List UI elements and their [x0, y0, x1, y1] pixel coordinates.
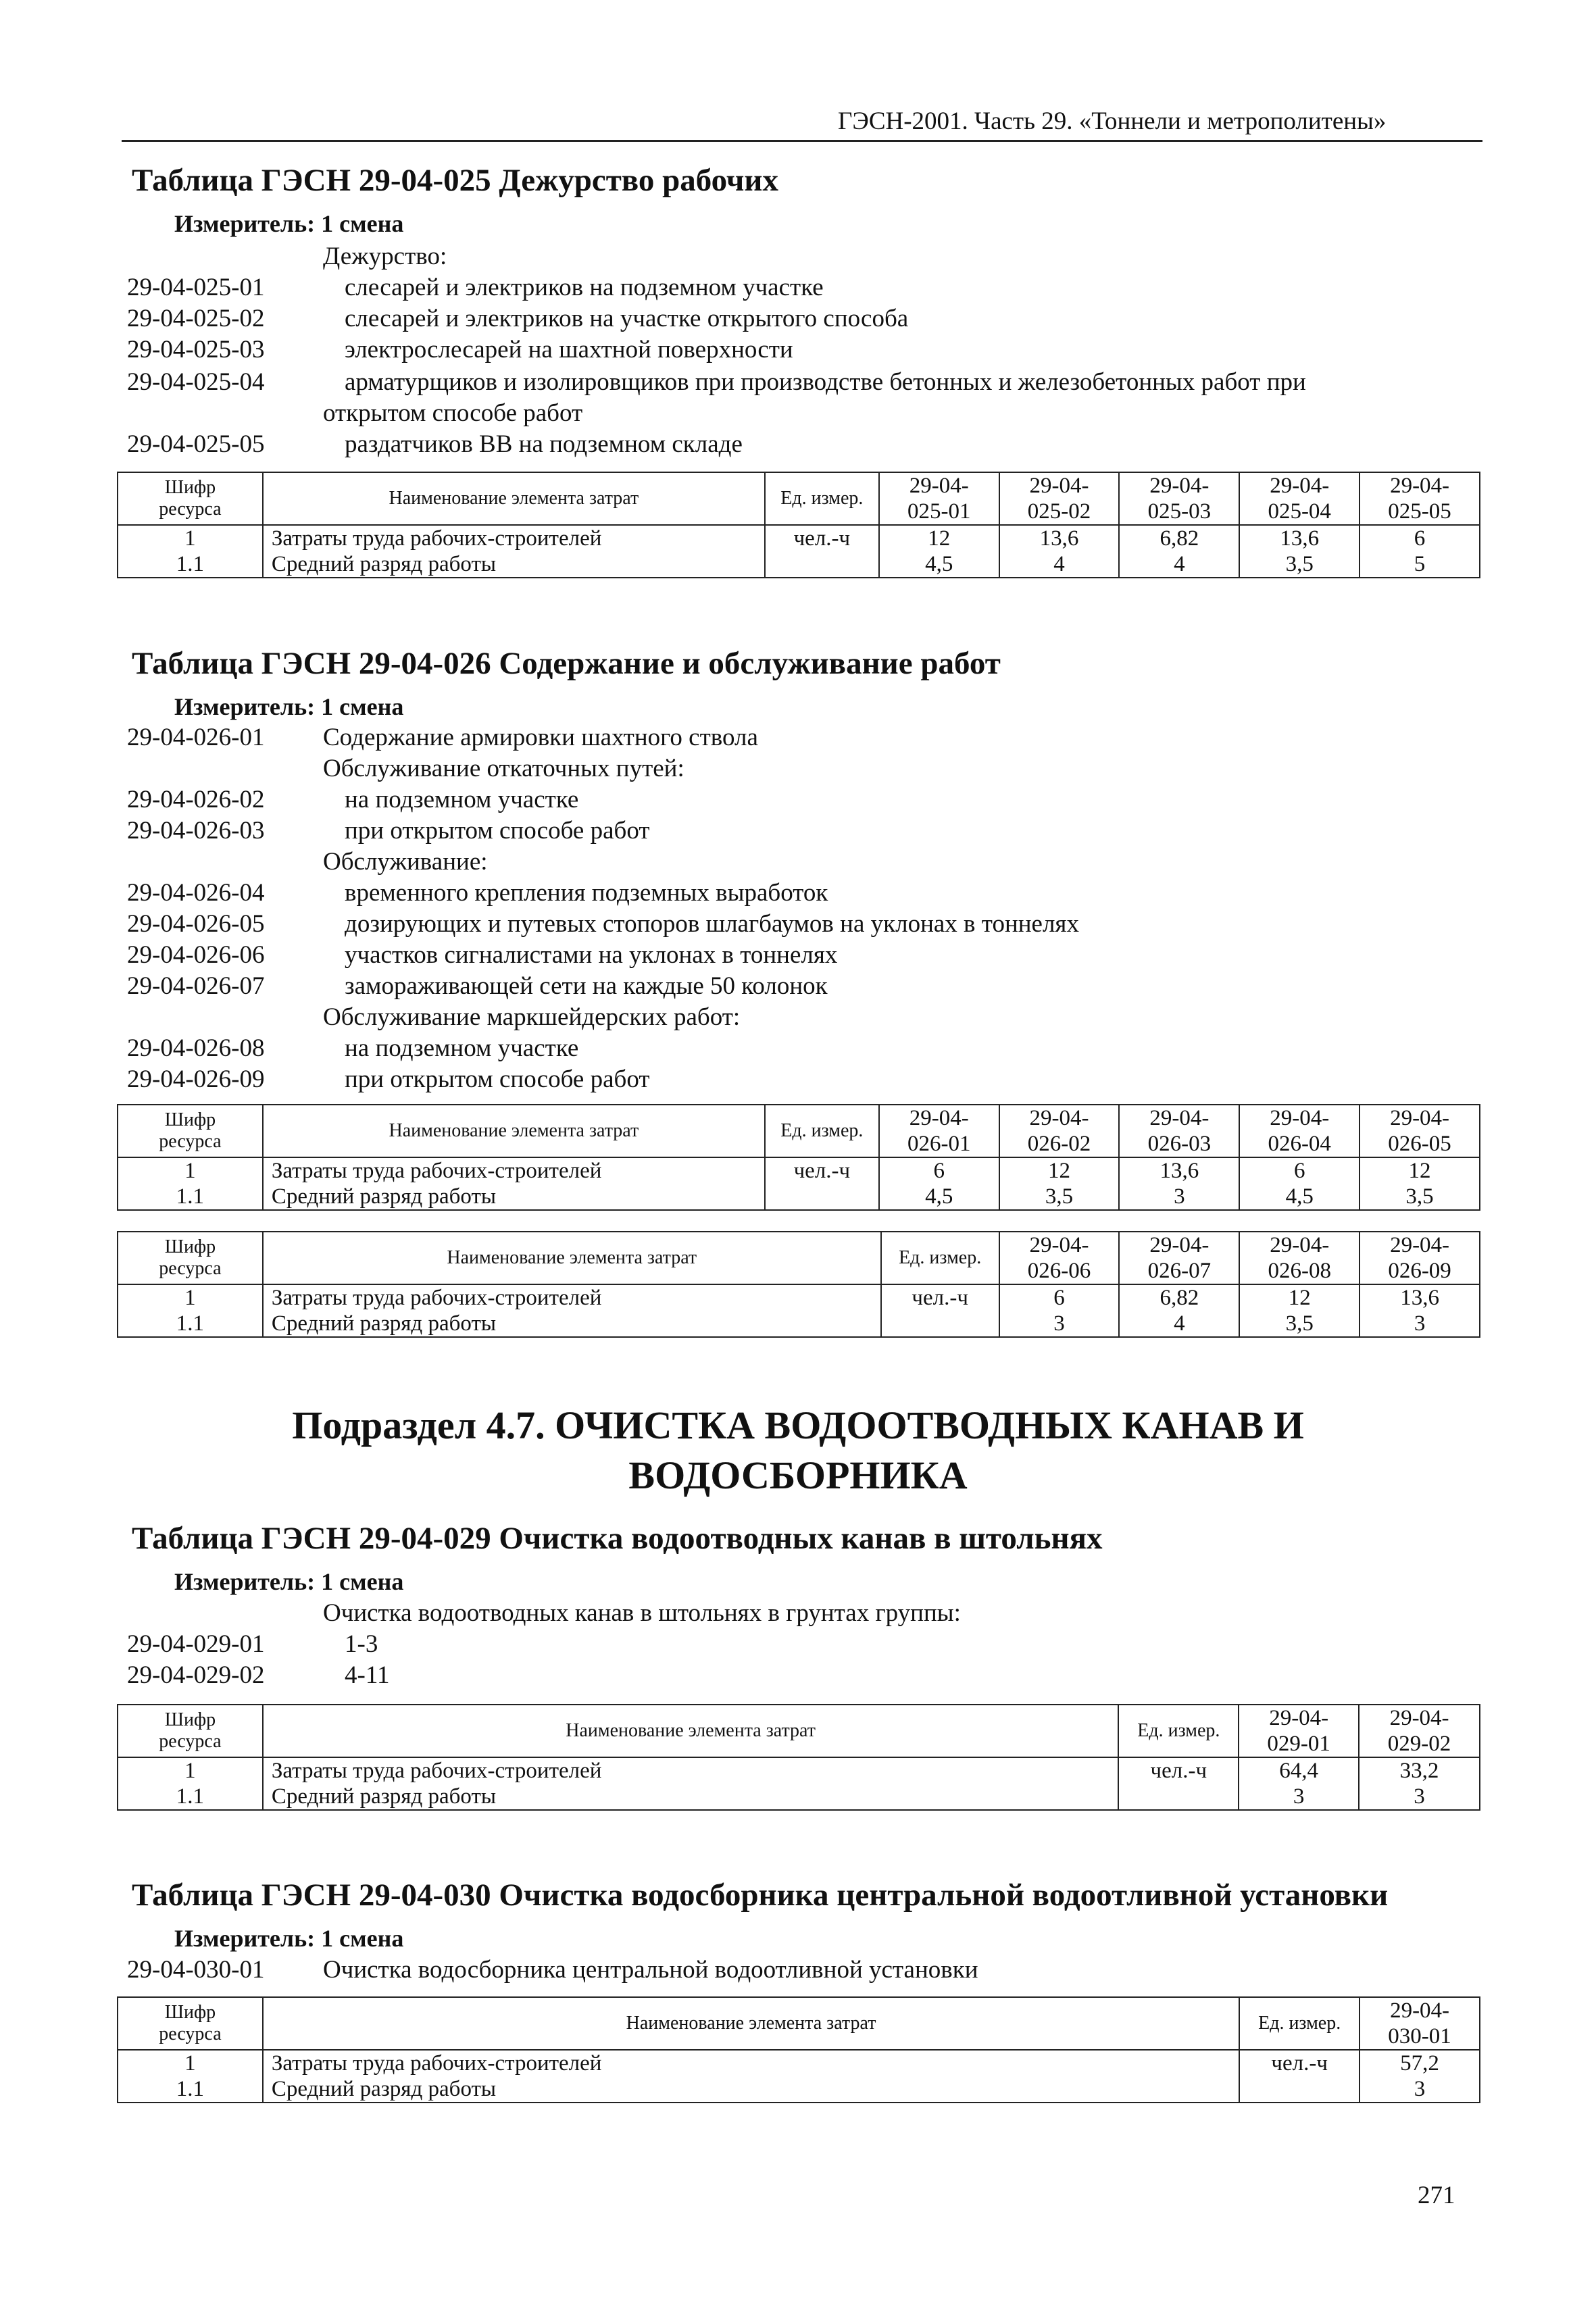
table-row: [118, 1184, 1480, 1210]
table-cell: 1.1: [118, 551, 263, 578]
table-cell: Затраты труда рабочих-строителей: [263, 1157, 765, 1184]
header-cell: 29-04- 026-09: [1360, 1232, 1480, 1284]
table-cell: 3: [1119, 1184, 1239, 1210]
subsection-title-continued: ВОДОСБОРНИКА: [628, 1453, 968, 1497]
table-cell: 3,5: [1239, 1311, 1360, 1337]
table-row: [118, 1311, 1480, 1337]
resource-table: [117, 1231, 1480, 1338]
table-cell: 33,2: [1359, 1757, 1480, 1784]
work-code: 29-04-026-03: [127, 817, 265, 845]
header-cell: 29-04- 026-04: [1239, 1105, 1360, 1157]
table-cell: чел.-ч: [1118, 1757, 1239, 1784]
table-row: [118, 1757, 1480, 1784]
table-cell: 4,5: [879, 551, 999, 578]
table-cell: чел.-ч: [881, 1284, 999, 1311]
header-cell: 29-04- 025-01: [879, 472, 999, 525]
table-cell: Затраты труда рабочих-строителей: [263, 1757, 1119, 1784]
header-cell: 29-04- 026-07: [1119, 1232, 1239, 1284]
table-cell: 3: [1239, 1784, 1359, 1810]
table-cell: 64,4: [1239, 1757, 1359, 1784]
header-cell: Наименование элемента затрат: [263, 472, 765, 525]
header-rule: [122, 140, 1482, 142]
work-description: слесарей и электриков на подземном участке: [345, 274, 824, 301]
header-cell: 29-04- 029-02: [1359, 1705, 1480, 1757]
table-cell: 6,82: [1119, 1284, 1239, 1311]
header-cell: 29-04- 029-01: [1239, 1705, 1359, 1757]
table-cell: 6,82: [1119, 525, 1239, 551]
table-row: [118, 525, 1480, 551]
work-description: Содержание армировки шахтного ствола: [323, 724, 758, 751]
table-cell: 13,6: [1119, 1157, 1239, 1184]
table-cell: 3,5: [1239, 551, 1360, 578]
table-cell: 1.1: [118, 1311, 263, 1337]
table-cell: 3: [1359, 1784, 1480, 1810]
work-description: дозирующих и путевых стопоров шлагбаумов на уклонах в тоннелях: [345, 910, 1079, 938]
table-cell: 3: [1360, 1311, 1480, 1337]
table-title: Таблица ГЭСН 29-04-025 Дежурство рабочих: [132, 163, 779, 198]
work-code: 29-04-025-03: [127, 336, 265, 363]
work-code: 29-04-026-02: [127, 786, 265, 813]
table-cell: чел.-ч: [765, 525, 879, 551]
running-head: ГЭСН-2001. Часть 29. «Тоннели и метрополитены»: [838, 107, 1387, 135]
work-description: электрослесарей на шахтной поверхности: [345, 336, 793, 363]
table-cell: 4: [1119, 551, 1239, 578]
table-cell: 1.1: [118, 2076, 263, 2103]
table-measure: Измеритель: 1 смена: [174, 693, 404, 720]
table-cell: Затраты труда рабочих-строителей: [263, 1284, 881, 1311]
table-title: Таблица ГЭСН 29-04-030 Очистка водосборника центральной водоотливной установки: [132, 1878, 1389, 1913]
work-code: 29-04-030-01: [127, 1956, 265, 1984]
header-cell: 29-04- 030-01: [1360, 1997, 1480, 2050]
table-cell: 57,2: [1360, 2050, 1480, 2076]
table-cell: [765, 1184, 879, 1210]
header-cell: 29-04- 026-06: [999, 1232, 1120, 1284]
header-cell: 29-04- 025-03: [1119, 472, 1239, 525]
work-code: 29-04-026-07: [127, 972, 265, 1000]
table-header-row: [118, 1997, 1480, 2050]
work-group-heading: Обслуживание откаточных путей:: [323, 755, 684, 782]
table-cell: чел.-ч: [1239, 2050, 1360, 2076]
header-cell: Ед. измер.: [765, 1105, 879, 1157]
work-code: 29-04-026-09: [127, 1065, 265, 1093]
table-cell: 6: [879, 1157, 999, 1184]
work-code: 29-04-025-02: [127, 305, 265, 332]
header-cell: 29-04- 025-02: [999, 472, 1120, 525]
header-cell: Наименование элемента затрат: [263, 1105, 765, 1157]
table-cell: 1: [118, 1757, 263, 1784]
header-cell: 29-04- 026-08: [1239, 1232, 1360, 1284]
work-code: 29-04-026-04: [127, 879, 265, 907]
work-description: на подземном участке: [345, 786, 579, 813]
header-cell: Ед. измер.: [765, 472, 879, 525]
table-cell: 3: [999, 1311, 1120, 1337]
table-cell: Средний разряд работы: [263, 1311, 881, 1337]
table-cell: 12: [879, 525, 999, 551]
table-cell: [765, 551, 879, 578]
work-code: 29-04-025-04: [127, 368, 265, 396]
table-cell: 3: [1360, 2076, 1480, 2103]
work-description-continued: открытом способе работ: [323, 399, 583, 427]
table-cell: [1118, 1784, 1239, 1810]
resource-table: [117, 472, 1480, 578]
table-header-row: [118, 1232, 1480, 1284]
resource-table: [117, 1704, 1480, 1811]
work-description: участков сигналистами на уклонах в тоннелях: [345, 941, 838, 969]
table-row: [118, 551, 1480, 578]
table-cell: 12: [1239, 1284, 1360, 1311]
table-cell: [1239, 2076, 1360, 2103]
work-code: 29-04-025-05: [127, 430, 265, 458]
header-cell: Шифр ресурса: [118, 1997, 263, 2050]
header-cell: 29-04- 025-05: [1360, 472, 1480, 525]
work-description: арматурщиков и изолировщиков при производстве бетонных и железобетонных работ при: [345, 368, 1306, 396]
table-cell: Затраты труда рабочих-строителей: [263, 525, 765, 551]
table-cell: 1: [118, 1284, 263, 1311]
work-description: Очистка водосборника центральной водоотливной установки: [323, 1956, 978, 1984]
header-cell: Наименование элемента затрат: [263, 1705, 1119, 1757]
table-header-row: [118, 472, 1480, 525]
work-code: 29-04-029-02: [127, 1661, 265, 1689]
table-measure: Измеритель: 1 смена: [174, 1568, 404, 1595]
table-row: [118, 2050, 1480, 2076]
work-description: слесарей и электриков на участке открытого способа: [345, 305, 909, 332]
table-cell: 6: [1239, 1157, 1360, 1184]
table-cell: 1: [118, 525, 263, 551]
table-cell: 6: [999, 1284, 1120, 1311]
table-cell: 13,6: [999, 525, 1120, 551]
table-header-row: [118, 1705, 1480, 1757]
header-cell: Ед. измер.: [1118, 1705, 1239, 1757]
work-code: 29-04-025-01: [127, 274, 265, 301]
table-cell: 13,6: [1360, 1284, 1480, 1311]
header-cell: 29-04- 025-04: [1239, 472, 1360, 525]
work-description: 1-3: [345, 1630, 378, 1658]
header-cell: Наименование элемента затрат: [263, 1232, 881, 1284]
header-cell: Ед. измер.: [881, 1232, 999, 1284]
table-cell: Средний разряд работы: [263, 1184, 765, 1210]
subsection-title: Подраздел 4.7. ОЧИСТКА ВОДООТВОДНЫХ КАНАВ И: [292, 1403, 1304, 1447]
work-description: на подземном участке: [345, 1034, 579, 1062]
work-group-heading: Дежурство:: [323, 243, 447, 270]
work-code: 29-04-029-01: [127, 1630, 265, 1658]
header-cell: Наименование элемента затрат: [263, 1997, 1239, 2050]
work-code: 29-04-026-05: [127, 910, 265, 938]
table-measure: Измеритель: 1 смена: [174, 210, 404, 237]
header-cell: Ед. измер.: [1239, 1997, 1360, 2050]
table-cell: 5: [1360, 551, 1480, 578]
table-row: [118, 1157, 1480, 1184]
resource-table: [117, 1104, 1480, 1211]
table-title: Таблица ГЭСН 29-04-026 Содержание и обслуживание работ: [132, 646, 1001, 681]
header-cell: 29-04- 026-02: [999, 1105, 1120, 1157]
header-cell: Шифр ресурса: [118, 1705, 263, 1757]
table-cell: Средний разряд работы: [263, 551, 765, 578]
header-cell: Шифр ресурса: [118, 472, 263, 525]
table-header-row: [118, 1105, 1480, 1157]
table-cell: 1.1: [118, 1784, 263, 1810]
table-cell: 3,5: [1360, 1184, 1480, 1210]
table-cell: 4,5: [879, 1184, 999, 1210]
resource-table: [117, 1996, 1480, 2103]
work-description: при открытом способе работ: [345, 817, 650, 845]
table-cell: [881, 1311, 999, 1337]
work-description: замораживающей сети на каждые 50 колонок: [345, 972, 828, 1000]
table-title: Таблица ГЭСН 29-04-029 Очистка водоотводных канав в штольнях: [132, 1521, 1103, 1556]
table-measure: Измеритель: 1 смена: [174, 1925, 404, 1952]
table-cell: 1: [118, 2050, 263, 2076]
table-cell: 3,5: [999, 1184, 1120, 1210]
table-row: [118, 1284, 1480, 1311]
work-code: 29-04-026-08: [127, 1034, 265, 1062]
table-cell: Затраты труда рабочих-строителей: [263, 2050, 1239, 2076]
work-group-heading: Обслуживание маркшейдерских работ:: [323, 1003, 741, 1031]
table-cell: 4: [1119, 1311, 1239, 1337]
table-cell: 1: [118, 1157, 263, 1184]
header-cell: Шифр ресурса: [118, 1105, 263, 1157]
table-row: [118, 2076, 1480, 2103]
table-cell: 4: [999, 551, 1120, 578]
work-description: 4-11: [345, 1661, 390, 1689]
table-row: [118, 1784, 1480, 1810]
header-cell: 29-04- 026-03: [1119, 1105, 1239, 1157]
table-cell: Средний разряд работы: [263, 2076, 1239, 2103]
table-cell: чел.-ч: [765, 1157, 879, 1184]
table-cell: 13,6: [1239, 525, 1360, 551]
header-cell: Шифр ресурса: [118, 1232, 263, 1284]
work-code: 29-04-026-01: [127, 724, 265, 751]
table-cell: 4,5: [1239, 1184, 1360, 1210]
table-cell: 12: [1360, 1157, 1480, 1184]
work-code: 29-04-026-06: [127, 941, 265, 969]
table-cell: Средний разряд работы: [263, 1784, 1119, 1810]
table-cell: 6: [1360, 525, 1480, 551]
table-cell: 1.1: [118, 1184, 263, 1210]
table-cell: 12: [999, 1157, 1120, 1184]
work-description: при открытом способе работ: [345, 1065, 650, 1093]
work-group-heading: Очистка водоотводных канав в штольнях в грунтах группы:: [323, 1599, 961, 1627]
work-description: временного крепления подземных выработок: [345, 879, 828, 907]
header-cell: 29-04- 026-05: [1360, 1105, 1480, 1157]
header-cell: 29-04- 026-01: [879, 1105, 999, 1157]
page-number: 271: [1418, 2182, 1455, 2209]
work-description: раздатчиков ВВ на подземном складе: [345, 430, 743, 458]
work-group-heading: Обслуживание:: [323, 848, 488, 876]
